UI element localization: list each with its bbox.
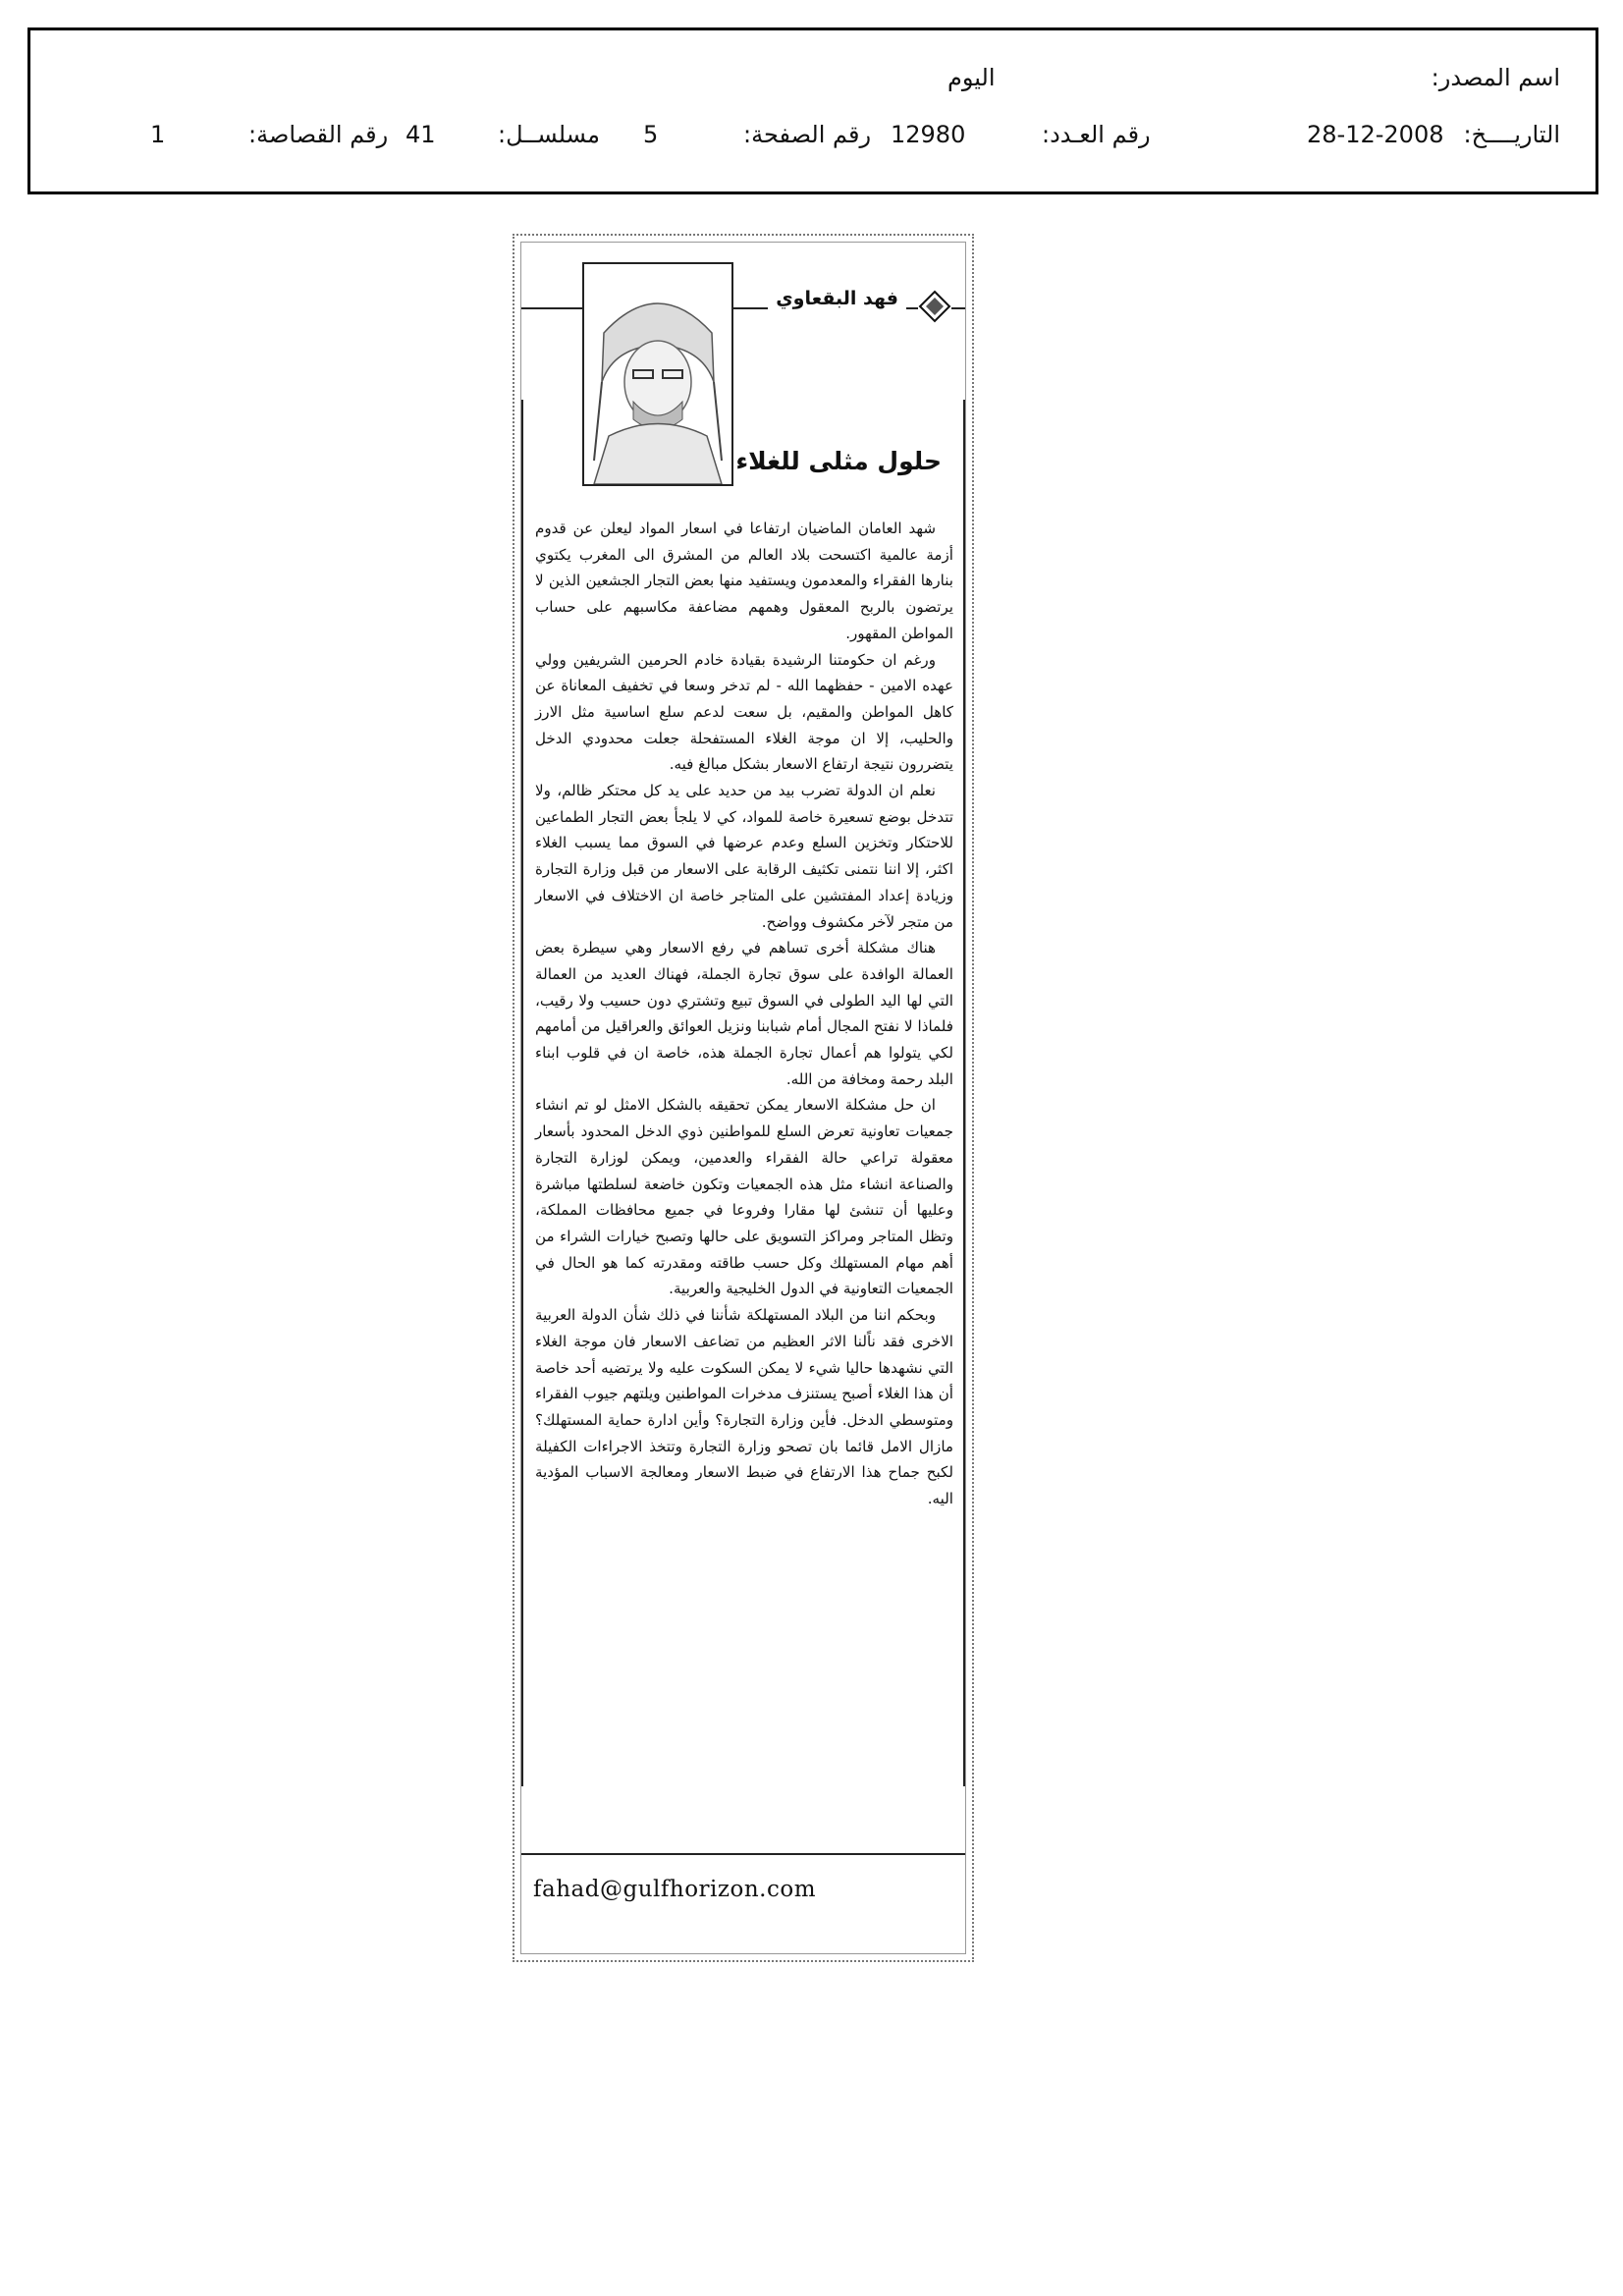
- article-title: حلول مثلى للغلاء: [735, 447, 942, 475]
- source-label: اسم المصدر:: [1431, 64, 1560, 91]
- page-label: رقم الصفحة:: [743, 121, 872, 148]
- paragraph: هناك مشكلة أخرى تساهم في رفع الاسعار وهي سيطرة بعض العمالة الوافدة على سوق تجارة الجملة، فهناك العديد من العمالة التي لها اليد الطولى في السوق تبيع وتشتري دون حسيب ولا رقيب، فلماذا لا نفتح المجال أمام شبابنا ونزيل العوائق والعراقيل من أمامهم لكي يتولوا هم أعمال تجارة الجملة هذه، خاصة ان في قلوب ابناء البلد رحمة ومخافة من الله.: [535, 939, 953, 1088]
- footer-rule: [521, 1853, 965, 1855]
- date-label: التاريــــخ:: [1463, 121, 1560, 148]
- paragraph: شهد العامان الماضيان ارتفاعا في اسعار المواد ليعلن عن قدوم أزمة عالمية اكتسحت بلاد العالم من المشرق الى المغرب يكتوي بنارها الفقراء والمعدمون ويستفيد منها بعض التجار الجشعين الذين لا يرتضون بالربح المعقول وهمهم مضاعفة مكاسبهم على حساب المواطن المقهور.: [535, 519, 953, 642]
- date-value: 28-12-2008: [1307, 121, 1444, 148]
- author-name: فهد البقعاوي: [768, 288, 906, 309]
- serial-label: مسلســل:: [498, 121, 600, 148]
- serial-value: 41: [406, 121, 436, 148]
- paragraph: ورغم ان حكومتنا الرشيدة بقيادة خادم الحرمين الشريفين وولي عهده الامين - حفظهما الله - لم تدخر وسعا في تخفيف المعاناة عن كاهل المواطن والمقيم، بل سعت لدعم سلع اساسية مثل الارز والحليب، إلا ان موجة الغلاء المستفحلة جعلت محدودي الدخل يتضررون نتيجة ارتفاع الاسعار بشكل مبالغ فيه.: [535, 650, 953, 774]
- page-value: 5: [643, 121, 659, 148]
- paragraph: ان حل مشكلة الاسعار يمكن تحقيقه بالشكل الامثل لو تم انشاء جمعيات تعاونية تعرض السلع للمواطنين ذوي الدخل المحدود بأسعار معقولة تراعي حالة الفقراء والعدمين، ويمكن لوزارة التجارة والصناعة انشاء مثل هذه الجمعيات وتكون خاضعة لسلطتها مباشرة وعليها أن تنشئ لها مقارا وفروعا في جميع محافظات المملكة، وتظل المتاجر ومراكز التسويق على حالها وتصبح خيارات الشراء من أهم مهام المستهلك وكل حسب طاقته ومقدرته كما هو الحال في الجمعيات التعاونية في الدول الخليجية والعربية.: [535, 1096, 953, 1298]
- issue-label: رقم العـدد:: [1042, 121, 1151, 148]
- author-photo: [582, 262, 733, 486]
- paragraph: وبحكم اننا من البلاد المستهلكة شأننا في ذلك شأن الدولة العربية الاخرى فقد ناًلنا الاثر العظيم من تضاعف الاسعار فان موجة الغلاء التي نشهدها حاليا شيء لا يمكن السكوت عليه ولا يرتضيه أحد خاصة أن هذا الغلاء أصبح يستنزف مدخرات المواطنين ويلتهم جيوب الفقراء ومتوسطي الدخل. فأين وزارة التجارة؟ وأين ادارة حماية المستهلك؟ مازال الامل قائما بان تصحو وزارة التجارة وتتخذ الاجراءات الكفيلة لكبح جماح هذا الارتفاع في ضبط الاسعار ومعالجة الاسباب المؤدية اليه.: [535, 1306, 953, 1508]
- paragraph: نعلم ان الدولة تضرب بيد من حديد على يد كل محتكر ظالم، ولا تتدخل بوضع تسعيرة خاصة للمواد، كي لا يلجأ بعض التجار الطماعين للاحتكار وتخزين السلع وعدم عرضها في السوق مما يسبب الغلاء اكثر، إلا اننا نتمنى تكثيف الرقابة على الاسعار من قبل وزارة التجارة وزيادة إعداد المفتشين على المتاجر خاصة ان الاختلاف في الاسعار من متجر لآخر مكشوف وواضح.: [535, 782, 953, 931]
- newspaper-clipping: [513, 234, 974, 1962]
- diamond-ornament-icon: [918, 290, 951, 323]
- clip-label: رقم القصاصة:: [248, 121, 389, 148]
- source-value: اليوم: [947, 64, 996, 91]
- issue-value: 12980: [891, 121, 966, 148]
- portrait-image: [584, 264, 731, 484]
- metadata-box: [27, 27, 1598, 194]
- article-body: [535, 516, 953, 1512]
- author-email: fahad@gulfhorizon.com: [533, 1877, 817, 1902]
- clipping-frame: [520, 242, 966, 1954]
- clip-value: 1: [150, 121, 166, 148]
